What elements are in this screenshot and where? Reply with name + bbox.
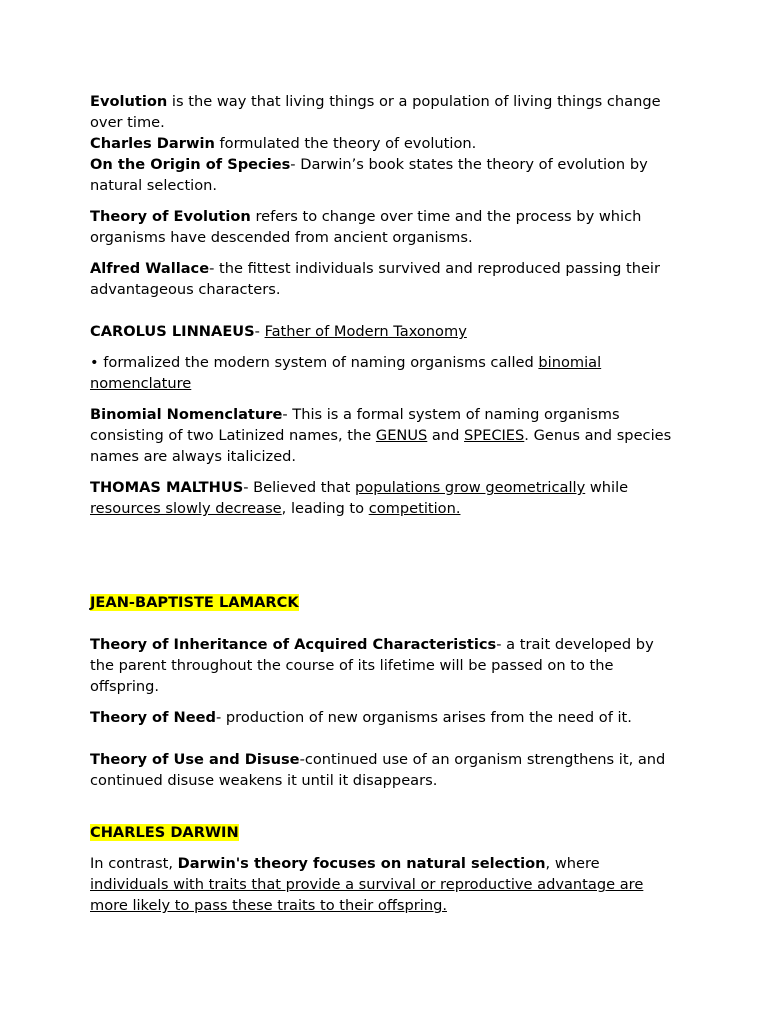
paragraph-theory-of-evolution: [90, 206, 680, 248]
definition-malthus-part3: , leading to: [281, 500, 369, 517]
paragraph-charles-darwin: [90, 133, 680, 154]
term-theory-of-need: Theory of Need: [90, 709, 216, 726]
term-thomas-malthus: THOMAS MALTHUS: [90, 479, 244, 496]
paragraph-origin-of-species: [90, 154, 680, 196]
term-theory-of-evolution: Theory of Evolution: [90, 208, 251, 225]
heading-lamarck: [90, 592, 680, 613]
term-alfred-wallace: Alfred Wallace: [90, 260, 210, 277]
paragraph-evolution: [90, 91, 680, 133]
underline-resources-decrease: resources slowly decrease: [90, 500, 282, 517]
term-charles-darwin: Charles Darwin: [90, 135, 215, 152]
term-evolution: Evolution: [90, 93, 168, 110]
term-use-and-disuse: Theory of Use and Disuse: [90, 751, 300, 768]
bullet-binomial-text: • formalized the modern system of naming organisms called: [90, 354, 539, 371]
definition-binomial-and: and: [427, 427, 465, 444]
paragraph-use-and-disuse: [90, 749, 680, 791]
definition-binomial-part2: . Genus and species names are always italicized.: [90, 427, 672, 465]
definition-charles-darwin: formulated the theory of evolution.: [214, 135, 477, 152]
underline-father-of-taxonomy: Father of Modern Taxonomy: [264, 323, 467, 340]
definition-use-and-disuse: -continued use of an organism strengthens it, and continued disuse weakens it until it disappears.: [90, 751, 666, 789]
term-carolus-linnaeus: CAROLUS LINNAEUS: [90, 323, 255, 340]
separator-linnaeus: -: [254, 323, 265, 340]
definition-theory-of-need: - production of new organisms arises from the need of it.: [215, 709, 632, 726]
bullet-binomial: [90, 352, 680, 394]
underline-species: SPECIES: [464, 427, 525, 444]
underline-survival-advantage: individuals with traits that provide a survival or reproductive advantage are more likely to pass these traits to their offspring.: [90, 876, 644, 914]
paragraph-carolus-linnaeus: [90, 321, 680, 342]
definition-origin-of-species: - Darwin’s book states the theory of evolution by natural selection.: [90, 156, 648, 194]
paragraph-theory-of-need: [90, 707, 680, 728]
document-page: [90, 91, 680, 916]
paragraph-natural-selection: [90, 853, 680, 916]
paragraph-alfred-wallace: [90, 258, 680, 300]
term-acquired-characteristics: Theory of Inheritance of Acquired Characteristics: [90, 636, 497, 653]
definition-binomial-part1: - This is a formal system of naming organisms consisting of two Latinized names, the: [90, 406, 620, 444]
natural-selection-intro: In contrast,: [90, 855, 178, 872]
definition-acquired-characteristics: - a trait developed by the parent throughout the course of its lifetime will be passed on to the offspring.: [90, 636, 654, 695]
underline-binomial-nomenclature: binomial nomenclature: [90, 354, 602, 392]
natural-selection-where: , where: [545, 855, 600, 872]
underline-competition: competition.: [368, 500, 461, 517]
definition-alfred-wallace: - the fittest individuals survived and reproduced passing their advantageous characters.: [90, 260, 660, 298]
heading-lamarck-text: JEAN-BAPTISTE LAMARCK: [90, 594, 299, 611]
definition-theory-of-evolution: refers to change over time and the process by which organisms have descended from ancient organisms.: [90, 208, 642, 246]
paragraph-acquired-characteristics: [90, 634, 680, 697]
definition-evolution: is the way that living things or a population of living things change over time.: [90, 93, 661, 131]
paragraph-binomial-nomenclature: [90, 404, 680, 467]
term-binomial-nomenclature: Binomial Nomenclature: [90, 406, 283, 423]
definition-malthus-part2: while: [585, 479, 629, 496]
underline-genus: GENUS: [375, 427, 428, 444]
underline-populations-grow: populations grow geometrically: [355, 479, 586, 496]
term-origin-of-species: On the Origin of Species: [90, 156, 291, 173]
heading-charles-darwin: [90, 822, 680, 843]
paragraph-thomas-malthus: [90, 477, 680, 519]
definition-malthus-part1: - Believed that: [243, 479, 355, 496]
heading-charles-darwin-text: CHARLES DARWIN: [90, 824, 239, 841]
term-natural-selection: Darwin's theory focuses on natural selection: [177, 855, 546, 872]
